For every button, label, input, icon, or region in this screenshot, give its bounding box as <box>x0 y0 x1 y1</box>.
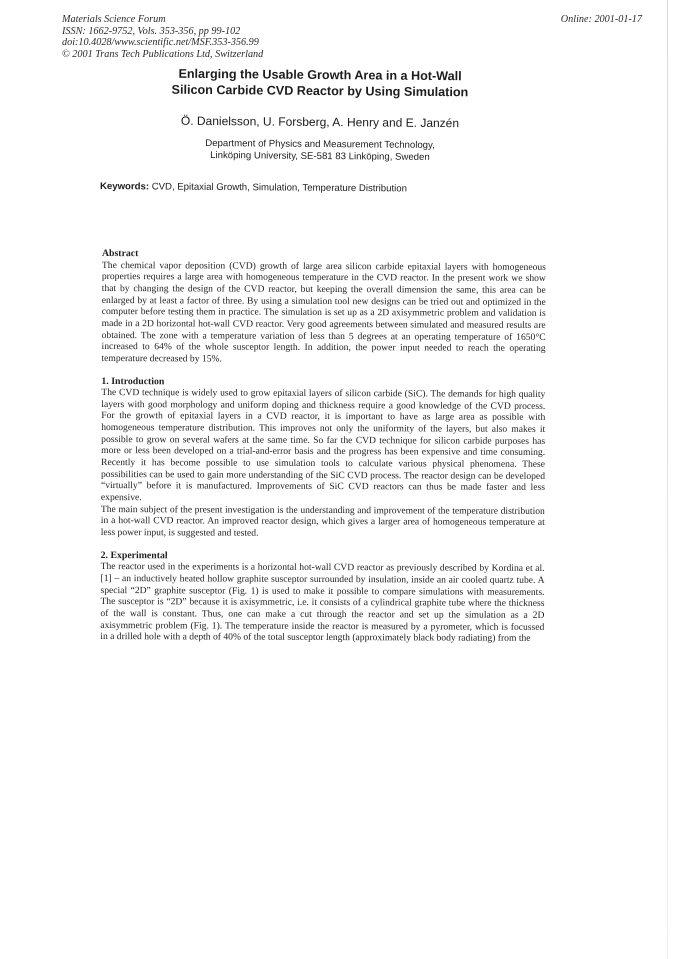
journal-name: Materials Science Forum <box>62 14 166 25</box>
experimental-heading: 2. Experimental <box>100 549 168 561</box>
keywords-text: CVD, Epitaxial Growth, Simulation, Temperature Distribution <box>151 181 407 195</box>
title-line-2: Silicon Carbide CVD Reactor by Using Simulation <box>171 82 469 100</box>
scan-edge-line <box>667 0 668 959</box>
affiliation-line-2: Linköping University, SE-581 83 Linköping, Sweden <box>210 150 430 163</box>
affiliation <box>120 137 520 164</box>
paper-body <box>100 248 546 645</box>
keywords-label: Keywords: <box>99 181 150 193</box>
keywords <box>100 181 407 194</box>
introduction-paragraph-1: The CVD technique is widely used to grow epitaxial layers of silicon carbide (SiC). The demands for high quality layers with good morphology and uniform doping and thickness require a good knowledge of the CVD process. For the growth of epitaxial layers in a CVD reactor, it is important to have as large area as possible with homogeneous temperature distribution. This improves not only the uniformity of the layers, but also makes it possible to grow on several wafers at the same time. So far the CVD technique for silicon carbide purposes has more or less been developed on a trial-and-error basis and the progress has been expensive and time consuming. Recently it has become possible to use simulation tools to calculate various physical phenomena. These possibilities can be used to gain more understanding of the SiC CVD process. The reactor design can be developed “virtually” before it is manufactured. Improvements of SiC CVD reactors can thus be made faster and less expensive. <box>100 387 546 504</box>
paper-title <box>120 65 520 100</box>
issn-line: ISSN: 1662-9752, Vols. 353-356, pp 99-102 <box>62 25 241 37</box>
experimental-paragraph-1: The reactor used in the experiments is a horizontal hot-wall CVD reactor as previously described by Kordina et al. [1] – an inductively heated hollow graphite susceptor surrounded by insulation, inside an air cooled quartz tube. A special “2D” graphite susceptor (Fig. 1) is used to make it possible to compare simulations with measurements. The susceptor is “2D” because it is axisymmetric, i.e. it consists of a cylindrical graphite tube where the thickness of the wall is constant. Thus, one can make a cut through the reactor and set up the simulation as a 2D axisymmetric problem (Fig. 1). The temperature inside the reactor is measured by a pyrometer, which is focussed in a drilled hole with a depth of 40% of the total susceptor length (approximately black body radiating) from the <box>100 561 545 645</box>
abstract-text: The chemical vapor deposition (CVD) growth of large area silicon carbide epitaxial layers with homogeneous properties requires a large area with homogeneous temperature in the CVD reactor. In the present work we show that by changing the design of the CVD reactor, but keeping the overall dimension the same, this area can be enlarged by at least a factor of three. By using a simulation tool new designs can be tried out and optimized in the computer before testing them in practice. The simulation is set up as a 2D axisymmetric problem and validation is made in a 2D horizontal hot-wall CVD reactor. Very good agreements between simulated and measured results are obtained. The zone with a temperature variation of less than 5 degrees at an operating temperature of 1650°C increased to 64% of the whole susceptor length. In addition, the power input needed to reach the operating temperature decreased by 15%. <box>101 259 546 365</box>
copyright-line: © 2001 Trans Tech Publications Ltd, Switzerland <box>62 48 264 60</box>
journal-header <box>62 14 263 60</box>
abstract-heading: Abstract <box>101 248 139 260</box>
introduction-paragraph-2: The main subject of the present investigation is the understanding and improvement of the temperature distribution in a hot-wall CVD reactor. An improved reactor design, which gives a larger area of homogeneous temperature at less power input, is suggested and tested. <box>100 503 545 539</box>
doi-line: doi:10.4028/www.scientific.net/MSF.353-356.99 <box>62 37 259 49</box>
author-list: Ö. Danielsson, U. Forsberg, A. Henry and E. Janzén <box>180 113 460 131</box>
introduction-heading: 1. Introduction <box>101 375 165 387</box>
online-date: Online: 2001-01-17 <box>560 14 642 25</box>
title-line-1: Enlarging the Usable Growth Area in a Hot-Wall <box>178 66 462 84</box>
affiliation-line-1: Department of Physics and Measurement Technology, <box>205 137 435 152</box>
